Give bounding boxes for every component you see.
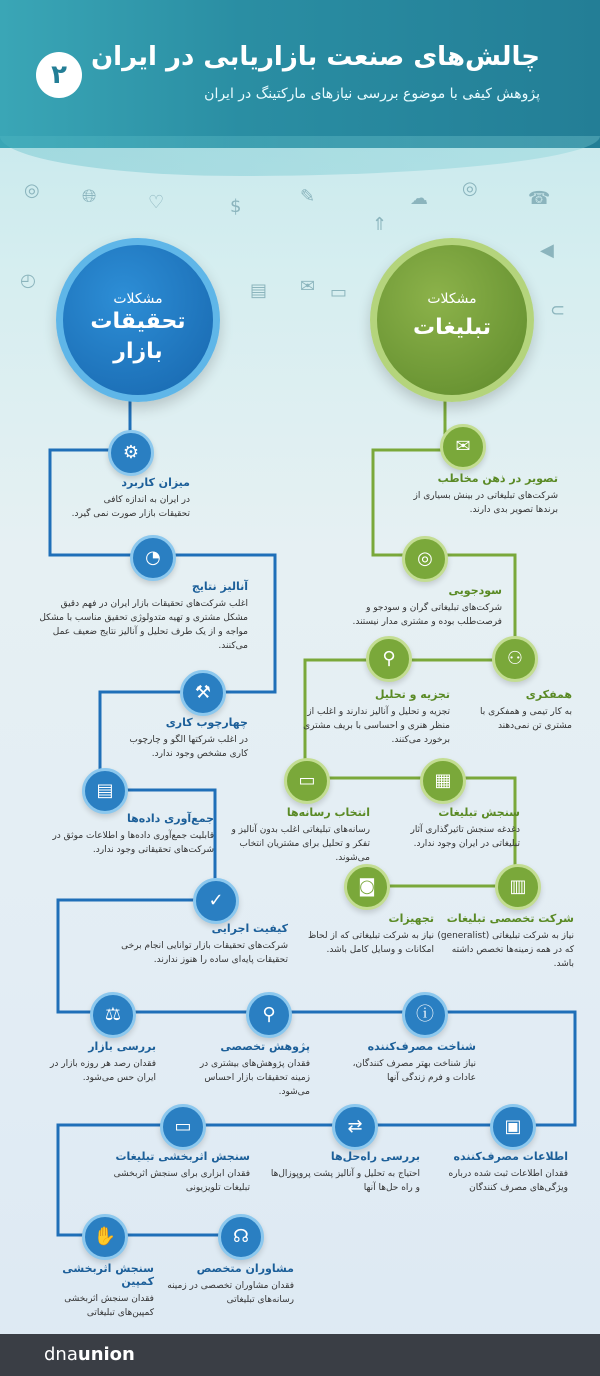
dollar-doodle-icon: $	[230, 196, 242, 217]
globe-doodle-icon: 🌐︎	[82, 186, 97, 207]
research-hub	[56, 238, 220, 402]
research-item-data-collection: جمع‌آوری داده‌ها قابلیت جمع‌آوری داده‌ها و اطلاعات موثق در شرکت‌های تحقیقاتی وجود ندارد.	[52, 812, 214, 855]
research-item-campaign: سنجش اثربخشی کمپین فقدان سنجش اثربخشی کمپین‌های تبلیغاتی	[62, 1262, 154, 1318]
ads-item-equipment: تجهیزات نیاز به شرکت تبلیغاتی که از لحاظ امکانات و وسایل کامل باشد.	[307, 912, 434, 955]
globe-doodle-icon: ◎	[462, 178, 478, 199]
ads-item-media-selection: انتخاب رسانه‌ها رسانه‌های تبلیغاتی اغلب بدون آنالیز و تفکر و تحلیل برای مشتریان انتخاب می‌شوند.	[231, 806, 370, 863]
research-item-ad-effectiveness: سنجش اثربخشی تبلیغات فقدان ابزاری برای سنجش اثربخشی تبلیغات تلویزیونی	[113, 1150, 250, 1193]
gavel-icon: ⚒	[180, 670, 226, 716]
ads-item-collaboration: همفکری به کار تیمی و همفکری با مشتری تن نمی‌دهند	[479, 688, 572, 731]
ads-hub	[370, 238, 534, 402]
research-item-analysis: آنالیز نتایج اغلب شرکت‌های تحقیقات بازار ایران در فهم دقیق مشکل مشتری و تهیه متدولوژی تحقیق مناسب با مشکل مواجه و از یک طرف تحلیل و آنالیز نتایج ضعیف عمل می‌کنند.	[39, 580, 248, 651]
billboard-icon: ▦	[420, 758, 466, 804]
research-item-market-review: بررسی بازار فقدان رصد هر روزه بازار در ایران حس می‌شود.	[50, 1040, 156, 1083]
mail-doodle-icon: ✉	[300, 276, 316, 297]
magnifier-icon: ⚲	[366, 636, 412, 682]
globe-doodle-icon: ◎	[24, 180, 40, 201]
brand-logo[interactable]: dnaunion	[44, 1344, 135, 1365]
thumbs-up-icon: ✋	[82, 1214, 128, 1260]
clock-doodle-icon: ◴	[20, 270, 36, 291]
research-item-framework: چهارچوب کاری در اغلب شرکتها الگو و چارچوب کاری مشخص وجود ندارد.	[129, 716, 248, 759]
ads-hub-small-label: مشکلات	[427, 291, 477, 307]
ads-hub-label-1: تبلیغات	[413, 315, 491, 340]
megaphone-doodle-icon: ◀	[540, 240, 554, 261]
pie-chart-icon: ◔	[130, 535, 176, 581]
research-hub-small-label: مشکلات	[113, 291, 163, 307]
ads-item-image: تصویر در ذهن مخاطب شرکت‌های تبلیغاتی در بینش بسیاری از برندها تصویر بدی دارند.	[413, 472, 558, 515]
cloud-doodle-icon: ☁	[410, 188, 428, 209]
pen-doodle-icon: ✎	[300, 186, 316, 207]
footer-bar	[0, 1334, 600, 1376]
document-icon: ▤	[82, 768, 128, 814]
chat-icon: ✉	[440, 424, 486, 470]
research-item-consumer-info: اطلاعات مصرف‌کننده فقدان اطلاعات ثبت شده درباره ویژگی‌های مصرف کنندگان	[448, 1150, 568, 1193]
microscope-icon: ⚲	[246, 992, 292, 1038]
laptop-doodle-icon: ▭	[330, 282, 348, 303]
research-item-quality: کیفیت اجرایی شرکت‌های تحقیقات بازار توانایی انجام برخی تحقیقات پایه‌ای ساده را هنوز ندارند.	[121, 922, 288, 965]
info-icon: ⓘ	[402, 992, 448, 1038]
page-title: چالش‌های صنعت بازاریابی در ایران	[90, 42, 540, 72]
phone-doodle-icon: ☎	[528, 188, 551, 209]
ads-item-measurement: سنجش تبلیغات دغدغه سنجش تاثیرگذاری آثار تبلیغاتی در ایران وجود ندارد.	[410, 806, 520, 849]
tv-icon: ▭	[160, 1104, 206, 1150]
signpost-icon: ⇄	[332, 1104, 378, 1150]
arrow-doodle-icon: ⇑	[372, 214, 388, 235]
research-hub-label-2: بازار	[113, 339, 163, 364]
tv-icon: ▭	[284, 758, 330, 804]
issue-number-badge: ۲	[36, 52, 82, 98]
heart-doodle-icon: ♡	[148, 192, 165, 213]
research-item-consultants: مشاوران متخصص فقدان مشاوران تخصصی در زمینه رسانه‌های تبلیغاتی	[167, 1262, 294, 1305]
research-item-consumer-knowledge: شناخت مصرف‌کننده نیاز شناخت بهتر مصرف کنندگان، عادات و فرم زندگی آنها	[352, 1040, 476, 1083]
camera-icon: ◙	[344, 864, 390, 910]
id-card-icon: ▣	[490, 1104, 536, 1150]
clip-doodle-icon: ⊂	[550, 300, 566, 321]
page-subtitle: پژوهش کیفی با موضوع بررسی نیازهای مارکتینگ در ایران	[204, 86, 540, 102]
research-item-solutions: بررسی راه‌حل‌ها احتیاج به تحلیل و آنالیز پشت پروپوزال‌ها و راه حل‌ها آنها	[270, 1150, 420, 1193]
ads-item-specialized-agency: شرکت تخصصی تبلیغات نیاز به شرکت تبلیغاتی (generalist) که در همه زمینه‌ها تخصص داشته باشد.	[437, 912, 574, 969]
research-item-usage: میزان کاربرد در ایران به اندازه کافی تحقیقات بازار صورت نمی گیرد.	[71, 476, 190, 519]
gear-icon: ⚙	[108, 430, 154, 476]
building-icon: ▥	[495, 864, 541, 910]
check-icon: ✓	[193, 878, 239, 924]
chart-doodle-icon: ▤	[250, 280, 268, 301]
scale-icon: ⚖	[90, 992, 136, 1038]
coins-icon: ◎	[402, 536, 448, 582]
ads-item-profiteering: سودجویی شرکت‌های تبلیغاتی گران و سودجو و فرصت‌طلب بوده و مشتری مدار نیستند.	[352, 584, 502, 627]
research-hub-label-1: تحقیقات	[90, 309, 186, 334]
team-icon: ⚇	[492, 636, 538, 682]
headset-icon: ☊	[218, 1214, 264, 1260]
research-item-specialized: پژوهش تخصصی فقدان پژوهش‌های بیشتری در زمینه تحقیقات بازار احساس می‌شود.	[199, 1040, 310, 1097]
ads-item-analysis: تجزیه و تحلیل تجزیه و تحلیل و آنالیز ندارند و اغلب از منظر هنری و احساسی با بریف مشتری برخورد می‌کنند.	[303, 688, 450, 745]
